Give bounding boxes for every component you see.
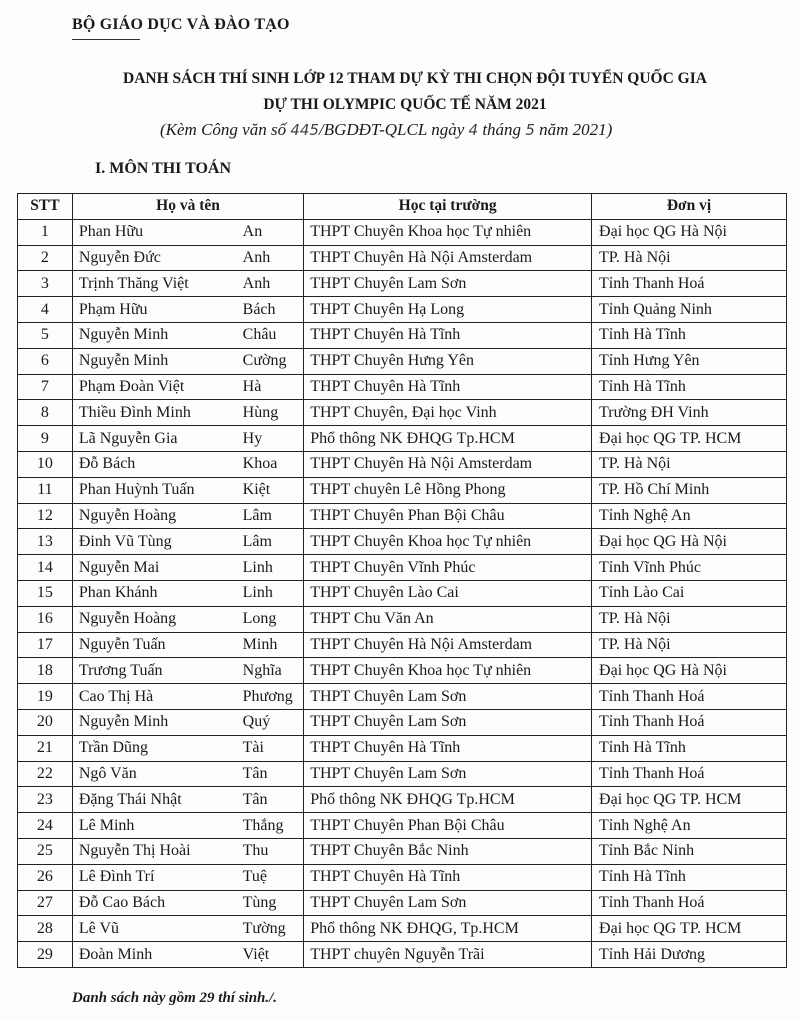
cell-stt: 5: [18, 322, 73, 348]
footer-note: Danh sách này gồm 29 thí sinh./.: [72, 990, 278, 1006]
cell-surname: Lê Minh: [72, 813, 240, 839]
document-title-line1: DANH SÁCH THÍ SINH LỚP 12 THAM DỰ KỲ THI CHỌN ĐỘI TUYỂN QUỐC GIA: [123, 70, 707, 87]
cell-surname: Phan Hữu: [72, 219, 240, 245]
agency-underline: [72, 39, 140, 40]
cell-stt: 8: [18, 400, 73, 426]
cell-stt: 28: [18, 916, 73, 942]
cell-school: THPT Chuyên Khoa học Tự nhiên: [304, 219, 592, 245]
table-row: [18, 916, 787, 942]
cell-unit: Đại học QG Hà Nội: [592, 219, 787, 245]
reference-month-word: tháng: [482, 120, 522, 139]
candidate-table: [17, 193, 787, 968]
cell-school: THPT Chuyên Hà Tĩnh: [304, 322, 592, 348]
cell-given-name: Linh: [241, 555, 304, 581]
table-row: [18, 451, 787, 477]
cell-stt: 13: [18, 529, 73, 555]
cell-stt: 27: [18, 890, 73, 916]
cell-given-name: Linh: [241, 580, 304, 606]
cell-stt: 1: [18, 219, 73, 245]
cell-given-name: Hùng: [241, 400, 304, 426]
cell-stt: 19: [18, 684, 73, 710]
cell-unit: Tỉnh Quảng Ninh: [592, 297, 787, 323]
issuing-agency: BỘ GIÁO DỤC VÀ ĐÀO TẠO: [72, 16, 290, 33]
table-row: [18, 632, 787, 658]
cell-surname: Đỗ Bách: [72, 451, 240, 477]
cell-given-name: Anh: [241, 271, 304, 297]
table-row: [18, 426, 787, 452]
cell-surname: Nguyễn Minh: [72, 348, 240, 374]
cell-stt: 29: [18, 942, 73, 968]
cell-given-name: Lâm: [241, 503, 304, 529]
table-row: [18, 942, 787, 968]
cell-unit: TP. Hồ Chí Minh: [592, 477, 787, 503]
cell-given-name: Khoa: [241, 451, 304, 477]
cell-surname: Trần Dũng: [72, 735, 240, 761]
cell-given-name: Châu: [241, 322, 304, 348]
cell-surname: Lã Nguyễn Gia: [72, 426, 240, 452]
cell-given-name: Hy: [241, 426, 304, 452]
cell-unit: Tỉnh Thanh Hoá: [592, 709, 787, 735]
cell-unit: Tỉnh Nghệ An: [592, 813, 787, 839]
cell-surname: Nguyễn Đức: [72, 245, 240, 271]
cell-given-name: Thu: [241, 838, 304, 864]
cell-given-name: Anh: [241, 245, 304, 271]
cell-surname: Đặng Thái Nhật: [72, 787, 240, 813]
cell-surname: Đỗ Cao Bách: [72, 890, 240, 916]
cell-surname: Trịnh Thăng Việt: [72, 271, 240, 297]
reference-number: 445: [290, 121, 319, 139]
cell-given-name: Phương: [241, 684, 304, 710]
cell-stt: 14: [18, 555, 73, 581]
cell-stt: 3: [18, 271, 73, 297]
cell-unit: Tỉnh Hải Dương: [592, 942, 787, 968]
cell-school: THPT Chuyên Hà Tĩnh: [304, 864, 592, 890]
cell-stt: 24: [18, 813, 73, 839]
cell-surname: Thiều Đình Minh: [72, 400, 240, 426]
cell-unit: TP. Hà Nội: [592, 632, 787, 658]
cell-school: THPT Chuyên Hà Tĩnh: [304, 735, 592, 761]
table-row: [18, 477, 787, 503]
table-row: [18, 658, 787, 684]
cell-unit: Tỉnh Lào Cai: [592, 580, 787, 606]
cell-stt: 15: [18, 580, 73, 606]
cell-surname: Phan Khánh: [72, 580, 240, 606]
cell-school: THPT Chuyên Hạ Long: [304, 297, 592, 323]
cell-surname: Phạm Hữu: [72, 297, 240, 323]
cell-surname: Phạm Đoàn Việt: [72, 374, 240, 400]
cell-stt: 16: [18, 606, 73, 632]
section-heading: I. MÔN THI TOÁN: [95, 160, 232, 177]
cell-given-name: Tân: [241, 787, 304, 813]
cell-school: THPT Chuyên Khoa học Tự nhiên: [304, 658, 592, 684]
cell-surname: Phan Huỳnh Tuấn: [72, 477, 240, 503]
document-reference: [160, 120, 612, 140]
cell-unit: Đại học QG Hà Nội: [592, 658, 787, 684]
cell-unit: Tỉnh Thanh Hoá: [592, 684, 787, 710]
cell-given-name: Tùng: [241, 890, 304, 916]
cell-surname: Nguyễn Tuấn: [72, 632, 240, 658]
cell-school: THPT Chuyên, Đại học Vinh: [304, 400, 592, 426]
reference-year: năm 2021): [539, 120, 613, 139]
cell-school: THPT Chuyên Khoa học Tự nhiên: [304, 529, 592, 555]
table-row: [18, 864, 787, 890]
cell-school: Phổ thông NK ĐHQG Tp.HCM: [304, 787, 592, 813]
cell-school: THPT Chuyên Lam Sơn: [304, 709, 592, 735]
table-row: [18, 838, 787, 864]
cell-given-name: Nghĩa: [241, 658, 304, 684]
table-row: [18, 400, 787, 426]
cell-given-name: Long: [241, 606, 304, 632]
cell-school: THPT Chuyên Phan Bội Châu: [304, 813, 592, 839]
cell-given-name: Cường: [241, 348, 304, 374]
cell-school: THPT Chuyên Hưng Yên: [304, 348, 592, 374]
cell-stt: 22: [18, 761, 73, 787]
cell-school: THPT Chuyên Lam Sơn: [304, 890, 592, 916]
cell-stt: 26: [18, 864, 73, 890]
table-row: [18, 580, 787, 606]
table-row: [18, 503, 787, 529]
cell-stt: 12: [18, 503, 73, 529]
cell-school: THPT Chuyên Hà Nội Amsterdam: [304, 632, 592, 658]
table-header-row: [18, 194, 787, 220]
cell-school: THPT Chuyên Hà Nội Amsterdam: [304, 451, 592, 477]
table-row: [18, 219, 787, 245]
cell-given-name: Quý: [241, 709, 304, 735]
cell-school: THPT chuyên Lê Hồng Phong: [304, 477, 592, 503]
cell-school: THPT Chuyên Hà Nội Amsterdam: [304, 245, 592, 271]
cell-school: THPT Chuyên Lam Sơn: [304, 684, 592, 710]
cell-school: THPT Chuyên Lam Sơn: [304, 271, 592, 297]
table-row: [18, 735, 787, 761]
cell-unit: Đại học QG TP. HCM: [592, 787, 787, 813]
cell-unit: Tỉnh Thanh Hoá: [592, 271, 787, 297]
cell-surname: Trương Tuấn: [72, 658, 240, 684]
cell-stt: 6: [18, 348, 73, 374]
cell-stt: 11: [18, 477, 73, 503]
cell-surname: Nguyễn Hoàng: [72, 606, 240, 632]
cell-school: THPT Chuyên Phan Bội Châu: [304, 503, 592, 529]
cell-surname: Lê Đình Trí: [72, 864, 240, 890]
cell-school: Phổ thông NK ĐHQG, Tp.HCM: [304, 916, 592, 942]
table-row: [18, 890, 787, 916]
header-stt: STT: [18, 194, 73, 220]
cell-school: THPT Chu Văn An: [304, 606, 592, 632]
cell-stt: 10: [18, 451, 73, 477]
cell-given-name: Tuệ: [241, 864, 304, 890]
cell-school: THPT Chuyên Vĩnh Phúc: [304, 555, 592, 581]
cell-stt: 9: [18, 426, 73, 452]
cell-unit: Tỉnh Hà Tĩnh: [592, 864, 787, 890]
cell-given-name: An: [241, 219, 304, 245]
table-row: [18, 348, 787, 374]
table-row: [18, 245, 787, 271]
cell-surname: Nguyễn Minh: [72, 709, 240, 735]
cell-unit: Tỉnh Hà Tĩnh: [592, 735, 787, 761]
table-row: [18, 709, 787, 735]
cell-surname: Nguyễn Mai: [72, 555, 240, 581]
table-row: [18, 322, 787, 348]
table-row: [18, 761, 787, 787]
table-row: [18, 606, 787, 632]
cell-given-name: Minh: [241, 632, 304, 658]
cell-surname: Ngô Văn: [72, 761, 240, 787]
cell-given-name: Lâm: [241, 529, 304, 555]
cell-stt: 2: [18, 245, 73, 271]
cell-stt: 25: [18, 838, 73, 864]
cell-stt: 21: [18, 735, 73, 761]
cell-unit: Tỉnh Hà Tĩnh: [592, 322, 787, 348]
table-row: [18, 555, 787, 581]
cell-surname: Cao Thị Hà: [72, 684, 240, 710]
cell-stt: 7: [18, 374, 73, 400]
table-row: [18, 529, 787, 555]
cell-unit: Tỉnh Thanh Hoá: [592, 890, 787, 916]
cell-given-name: Tường: [241, 916, 304, 942]
reference-day: 4: [468, 121, 479, 139]
cell-school: THPT Chuyên Lào Cai: [304, 580, 592, 606]
cell-given-name: Bách: [241, 297, 304, 323]
cell-unit: Đại học QG Hà Nội: [592, 529, 787, 555]
cell-given-name: Hà: [241, 374, 304, 400]
cell-school: THPT Chuyên Lam Sơn: [304, 761, 592, 787]
cell-unit: Tỉnh Hà Tĩnh: [592, 374, 787, 400]
reference-month: 5: [525, 121, 535, 139]
cell-surname: Lê Vũ: [72, 916, 240, 942]
cell-surname: Nguyễn Minh: [72, 322, 240, 348]
cell-unit: Tỉnh Thanh Hoá: [592, 761, 787, 787]
cell-unit: Tỉnh Nghệ An: [592, 503, 787, 529]
cell-school: THPT chuyên Nguyễn Trãi: [304, 942, 592, 968]
table-body: [18, 219, 787, 967]
header-school: Học tại trường: [304, 194, 592, 220]
cell-unit: Tỉnh Bắc Ninh: [592, 838, 787, 864]
cell-given-name: Tài: [241, 735, 304, 761]
table-row: [18, 297, 787, 323]
cell-school: THPT Chuyên Bắc Ninh: [304, 838, 592, 864]
cell-unit: Tỉnh Hưng Yên: [592, 348, 787, 374]
cell-unit: Tỉnh Vĩnh Phúc: [592, 555, 787, 581]
cell-unit: Đại học QG TP. HCM: [592, 916, 787, 942]
cell-given-name: Thắng: [241, 813, 304, 839]
cell-unit: Đại học QG TP. HCM: [592, 426, 787, 452]
document-title-line2: DỰ THI OLYMPIC QUỐC TẾ NĂM 2021: [263, 96, 547, 113]
cell-stt: 23: [18, 787, 73, 813]
cell-unit: TP. Hà Nội: [592, 451, 787, 477]
header-unit: Đơn vị: [592, 194, 787, 220]
cell-surname: Nguyễn Hoàng: [72, 503, 240, 529]
reference-prefix: (Kèm Công văn số: [160, 120, 287, 139]
cell-surname: Đoàn Minh: [72, 942, 240, 968]
cell-school: Phổ thông NK ĐHQG Tp.HCM: [304, 426, 592, 452]
header-name: Họ và tên: [72, 194, 303, 220]
cell-stt: 4: [18, 297, 73, 323]
cell-surname: Nguyễn Thị Hoài: [72, 838, 240, 864]
table-row: [18, 374, 787, 400]
cell-stt: 18: [18, 658, 73, 684]
cell-given-name: Kiệt: [241, 477, 304, 503]
table-row: [18, 684, 787, 710]
cell-unit: Trường ĐH Vinh: [592, 400, 787, 426]
cell-given-name: Tân: [241, 761, 304, 787]
cell-unit: TP. Hà Nội: [592, 606, 787, 632]
cell-stt: 20: [18, 709, 73, 735]
cell-given-name: Việt: [241, 942, 304, 968]
reference-mid: /BGDĐT-QLCL ngày: [318, 120, 465, 139]
cell-stt: 17: [18, 632, 73, 658]
table-row: [18, 787, 787, 813]
table-row: [18, 271, 787, 297]
cell-unit: TP. Hà Nội: [592, 245, 787, 271]
cell-school: THPT Chuyên Hà Tĩnh: [304, 374, 592, 400]
cell-surname: Đinh Vũ Tùng: [72, 529, 240, 555]
table-row: [18, 813, 787, 839]
